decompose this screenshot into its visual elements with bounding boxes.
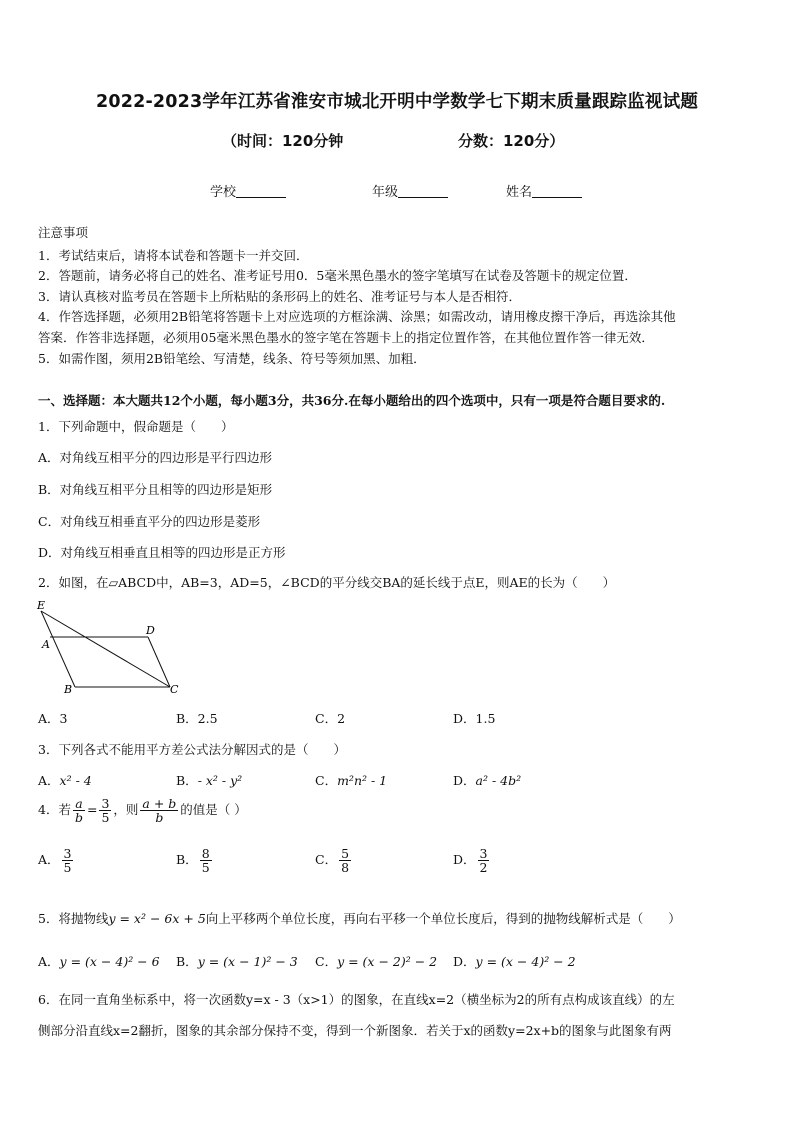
question-5-option-d: D．y = (x − 4)² − 2 (453, 954, 576, 969)
fraction-a-plus-b-over-b: $\frac{a + b}{b}$ (142, 796, 177, 826)
grade-label: 年级 (372, 185, 399, 200)
question-2-option-d: D．1.5 (453, 711, 496, 726)
question-3-stem: 3．下列各式不能用平方差公式法分解因式的是（ ） (38, 742, 346, 757)
question-6-line-2: 侧部分沿直线x=2翻折，图象的其余部分保持不变，得到一个新图象．若关于x的函数y=2x+b的图象与此图象有两 (38, 1023, 672, 1038)
fraction-3-over-5: $\frac{3}{5}$ (101, 796, 110, 826)
question-1-option-d: D．对角线互相垂直且相等的四边形是正方形 (38, 545, 286, 560)
line-d-c (148, 637, 170, 687)
question-1-option-a: A．对角线互相平分的四边形是平行四边形 (38, 450, 273, 465)
question-3-option-d: D．a² - 4b² (453, 773, 522, 788)
question-5-stem: 5．将抛物线y = x² − 6x + 5向上平移两个单位长度，再向右平移一个单位长度后，得到的抛物线解析式是（ ） (38, 911, 681, 926)
question-1-option-c: C．对角线互相垂直平分的四边形是菱形 (38, 514, 261, 529)
note-item: 4．作答选择题，必须用2B铅笔将答题卡上对应选项的方框涂满、涂黑；如需改动，请用橡皮擦干净后，再选涂其他 (38, 309, 676, 324)
question-1-stem: 1．下列命题中，假命题是（ ） (38, 419, 234, 434)
question-4-option-b: B． $\frac{8}{5}$ (176, 846, 210, 876)
note-item: 2．答题前，请务必将自己的姓名、准考证号用0．5毫米黑色墨水的签字笔填写在试卷及答题卡的规定位置． (38, 268, 637, 283)
question-2-option-c: C．2 (315, 711, 346, 726)
note-item: 1．考试结束后，请将本试卷和答题卡一并交回． (38, 248, 309, 263)
grade-field (372, 181, 448, 200)
label-b: B (64, 683, 73, 696)
fraction-a-over-b: $\frac{a}{b}$ (74, 796, 83, 826)
note-item: 答案．作答非选择题，必须用05毫米黑色墨水的签字笔在答题卡上的指定位置作答，在其他位置作答一律无效． (38, 330, 654, 345)
section-heading: 一、选择题：本大题共12个小题，每小题3分，共36分.在每小题给出的四个选项中，只有一项是符合题目要求的. (38, 393, 666, 408)
question-2-stem: 2．如图，在▱ABCD中，AB=3，AD=5，∠BCD的平分线交BA的延长线于点E，则AE的长为（ ） (38, 575, 616, 590)
note-item: 3．请认真核对监考员在答题卡上所粘贴的条形码上的姓名、准考证号与本人是否相符． (38, 289, 521, 304)
notes-heading: 注意事项 (38, 225, 89, 240)
page-title: 2022-2023学年江苏省淮安市城北开明中学数学七下期末质量跟踪监视试题 (95, 92, 699, 112)
question-6-line-1: 6．在同一直角坐标系中，将一次函数y=x - 3（x>1）的图象，在直线x=2（横坐标为2的所有点构成该直线）的左 (38, 992, 675, 1007)
line-e-c (41, 611, 170, 687)
question-4-option-d: D． $\frac{3}{2}$ (453, 846, 488, 876)
question-3-option-a: A．x² - 4 (38, 773, 92, 788)
grade-blank (398, 185, 448, 198)
school-blank (236, 185, 286, 198)
question-3-option-b: B．- x² - y² (176, 773, 243, 788)
name-field (506, 181, 582, 200)
name-label: 姓名 (506, 185, 533, 200)
school-label: 学校 (210, 185, 237, 200)
question-3-option-c: C．m²n² - 1 (315, 773, 388, 788)
question-4-option-c: C． $\frac{5}{8}$ (315, 846, 350, 876)
parallelogram-figure (34, 598, 184, 698)
label-e: E (37, 599, 46, 612)
question-4-stem: 4．若 $\frac{a}{b}$ = $\frac{3}{5}$ ，则 $\frac{a + b}{b}$ 的值是（ ） (38, 796, 247, 826)
name-blank (532, 185, 582, 198)
question-5-option-c: C．y = (x − 2)² − 2 (315, 954, 438, 969)
note-item: 5．如需作图，须用2B铅笔绘、写清楚，线条、符号等须加黑、加粗． (38, 351, 426, 366)
question-2-option-b: B．2.5 (176, 711, 218, 726)
question-5-option-b: B．y = (x − 1)² − 3 (176, 954, 298, 969)
question-1-option-b: B．对角线互相平分且相等的四边形是矩形 (38, 482, 273, 497)
question-4-option-a: A． $\frac{3}{5}$ (38, 846, 72, 876)
question-2-option-a: A．3 (38, 711, 68, 726)
label-c: C (170, 683, 179, 696)
label-a: A (42, 638, 50, 651)
school-field (210, 181, 286, 200)
exam-time: （时间：120分钟 (222, 132, 344, 150)
exam-score: 分数：120分） (458, 132, 565, 150)
question-5-option-a: A．y = (x − 4)² − 6 (38, 954, 160, 969)
label-d: D (146, 624, 155, 637)
